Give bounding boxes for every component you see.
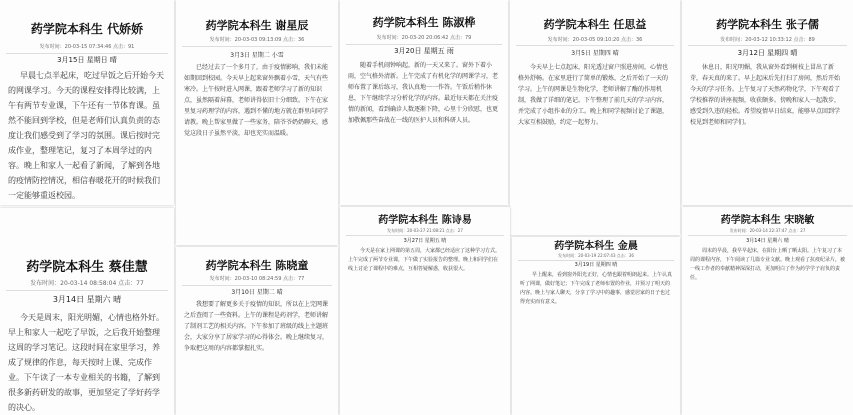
diary-title: 药学院本科生 金晨 xyxy=(554,241,638,252)
diary-meta: 发布时间：20-03-12 10:33:12 点击：89 xyxy=(720,37,815,43)
diary-body: 今天是周末，阳光明媚，心情也格外好。早上和家人一起吃了早饭，之后我开始整理这周的学习笔记。这段时间在家里学习，养成了规律的作息，每天按时上课、完成作业。下午读了一本专业相关的书籍，了解到很多新药研发的故事，更加坚定了学好药学的决心。 xyxy=(8,313,164,412)
diary-meta: 发布时间：20-03-10 08:24:59 点击：77 xyxy=(209,276,305,282)
diary-page-9 xyxy=(512,237,680,415)
diary-body: 周末的早晨，我早早起床，在阳台上晒了晒太阳。上午复习了本周的课程内容，下午阅读了几篇专业文献。晚上观看了抗疫纪录片，被一线工作者的奉献精神深深打动，更加明白了作为药学学子肩负的责任。 xyxy=(690,248,845,281)
diary-body: 随着手机闹钟响起，新的一天又来了。窗外下着小雨，空气格外清新。上午完成了有机化学的网课学习，老师布置了课后练习，我认真地一一作答。午饭后稍作休息，下午继续学习分析化学的内容。最近每天都在关注疫情的新闻，看到确诊人数逐渐下降，心里十分欣慰，也更加敬佩那些奋战在一线的医护人员和科研人员。 xyxy=(348,62,499,124)
diary-date: 3月14日 星期六 晴 xyxy=(746,238,789,244)
diary-date: 3月5日 星期四 晴 xyxy=(571,50,619,57)
diary-title: 药学院本科生 宋晓敏 xyxy=(720,215,815,226)
diary-meta: 发布时间：20-03-03 09:13:09 点击：36 xyxy=(209,37,305,43)
diary-page-8 xyxy=(340,207,510,415)
divider xyxy=(516,45,674,46)
divider xyxy=(688,45,847,46)
diary-body: 早上醒来，看到窗外阳光正好，心情也跟着明朗起来。上午认真听了网课，做好笔记；下午完成了老师布置的作业，并预习了明天的内容。晚上与家人聊天，分享了学习中的趣事，感觉居家的日子也过得充实而有意义。 xyxy=(520,272,672,305)
diary-body: 早晨七点半起床，吃过早饭之后开始今天的网课学习。今天的课程安排得比较满，上午有两节专业课，下午还有一节体育课。虽然不能回到学校，但是老师们认真负责的态度让我们感受到了学习的氛围。课后按时完成作业，整理笔记，复习了本周学过的内容。晚上和家人一起看了新闻，了解到各地的疫情防控情况，相信春暖花开的时候我们一定能够重返校园。 xyxy=(8,71,164,200)
diary-date: 3月10日 星期二 晴 xyxy=(231,289,283,296)
diary-meta: 发布时间：20-03-27 21:08:21 点击：27 xyxy=(387,228,463,233)
divider xyxy=(6,53,168,54)
diary-date: 3月15日 星期日 晴 xyxy=(57,56,117,64)
diary-title: 药学院本科生 张子儒 xyxy=(716,18,819,31)
diary-page-4 xyxy=(510,0,680,235)
diary-title: 药学院本科生 陈晓童 xyxy=(205,259,309,272)
diary-page-2 xyxy=(176,0,338,245)
diary-title: 药学院本科生 任思益 xyxy=(543,18,647,31)
diary-date: 3月19日 星期四 晴 xyxy=(574,262,618,268)
diary-meta: 发布时间：20-03-14 08:58:04 点击：77 xyxy=(30,280,144,287)
diary-date: 3月3日 星期二 小雪 xyxy=(230,52,284,59)
diary-page-10 xyxy=(682,207,853,415)
diary-date: 3月14日 星期六 晴 xyxy=(52,295,122,304)
diary-meta: 发布时间：20-03-20 20:06:42 点击：79 xyxy=(376,35,472,41)
diary-meta: 发布时间：20-03-19 22:07:43 点击：36 xyxy=(558,253,634,258)
diary-page-6 xyxy=(0,208,174,415)
diary-page-7 xyxy=(176,247,338,415)
diary-date: 3月20日 星期五 雨 xyxy=(394,47,454,55)
diary-title: 药学院本科生 陈诗易 xyxy=(378,215,472,226)
diary-page-5 xyxy=(682,0,853,205)
divider xyxy=(6,290,168,291)
diary-date: 3月27日 星期五 晴 xyxy=(403,238,447,244)
diary-body: 已经过去了一个多月了，由于疫情影响，我们未能如期回到校园。今天早上起来窗外飘着小雪，天气有些寒冷。上午按时进入网课，跟着老师学习了新的知识点，虽然隔着屏幕，老师讲得依旧十分细致。下午在家里复习药理学的内容，遇到不懂的地方就在群里向同学请教。晚上帮家里做了一些家务，陪爷爷奶奶聊天，感觉这段日子虽然平淡，却也充实而温暖。 xyxy=(184,64,329,137)
divider xyxy=(688,235,847,236)
diary-meta: 发布时间：20-03-05 09:10:20 点击：36 xyxy=(547,37,643,43)
diary-date: 3月12日 星期四 晴 xyxy=(737,49,798,57)
diary-body: 今天早上七点起床，阳光透过窗户照进房间，心情也格外舒畅。在家里进行了简单的锻炼，之后开始了一天的学习。上午的网课是生物化学，老师讲解了酶的作用机制，我做了详细的笔记。下午整理了前几天的学习内容，并完成了小组作业的分工。晚上和同学视频讨论了课题，大家互相鼓励，约定一起努力。 xyxy=(518,64,669,126)
diary-page-1 xyxy=(0,0,174,205)
diary-meta: 发布时间：20-03-15 07:34:46 点击：91 xyxy=(39,44,135,50)
divider xyxy=(182,46,332,47)
diary-body: 今天是在家上网课的第五周，大家都已经适应了这种学习方式。上午完成了两节专业课，下午做了实验报告的整理。晚上和同学们在线上讨论了课程中的难点，互相答疑解惑，收获很大。 xyxy=(348,248,501,272)
diary-page-3 xyxy=(340,0,508,205)
diary-meta: 发布时间：20-03-14 22:37:47 点击：27 xyxy=(729,228,806,233)
divider xyxy=(346,235,504,236)
divider xyxy=(182,285,332,286)
divider xyxy=(346,44,502,45)
diary-body: 休息日，阳光明媚，我从窗外看到树枝上冒出了新芽，春天真的来了。早上起床后先打扫了房间，然后开始今天的学习任务。上午复习了天然药物化学，下午观看了学校推荐的讲座视频，收获颇多。傍晚和家人一起散步，感受到久违的轻松。希望疫情早日结束，能够早点回到学校见到老师和同学们。 xyxy=(690,64,841,126)
diary-title: 药学院本科生 陈淑桦 xyxy=(372,16,476,29)
diary-title: 药学院本科生 谢星辰 xyxy=(205,19,309,32)
diary-body: 我想要了解更多关于疫情的知识，所以在上完网课之后查阅了一些资料。上午的课程是药剂学，老师讲解了制剂工艺的相关内容。下午参加了班级的线上主题班会，大家分享了居家学习的心得体会。晚上继续复习，争取把这周的内容都掌握扎实。 xyxy=(184,301,329,352)
diary-title: 药学院本科生 代娇娇 xyxy=(30,22,144,36)
diary-title: 药学院本科生 蔡佳慧 xyxy=(26,260,148,275)
